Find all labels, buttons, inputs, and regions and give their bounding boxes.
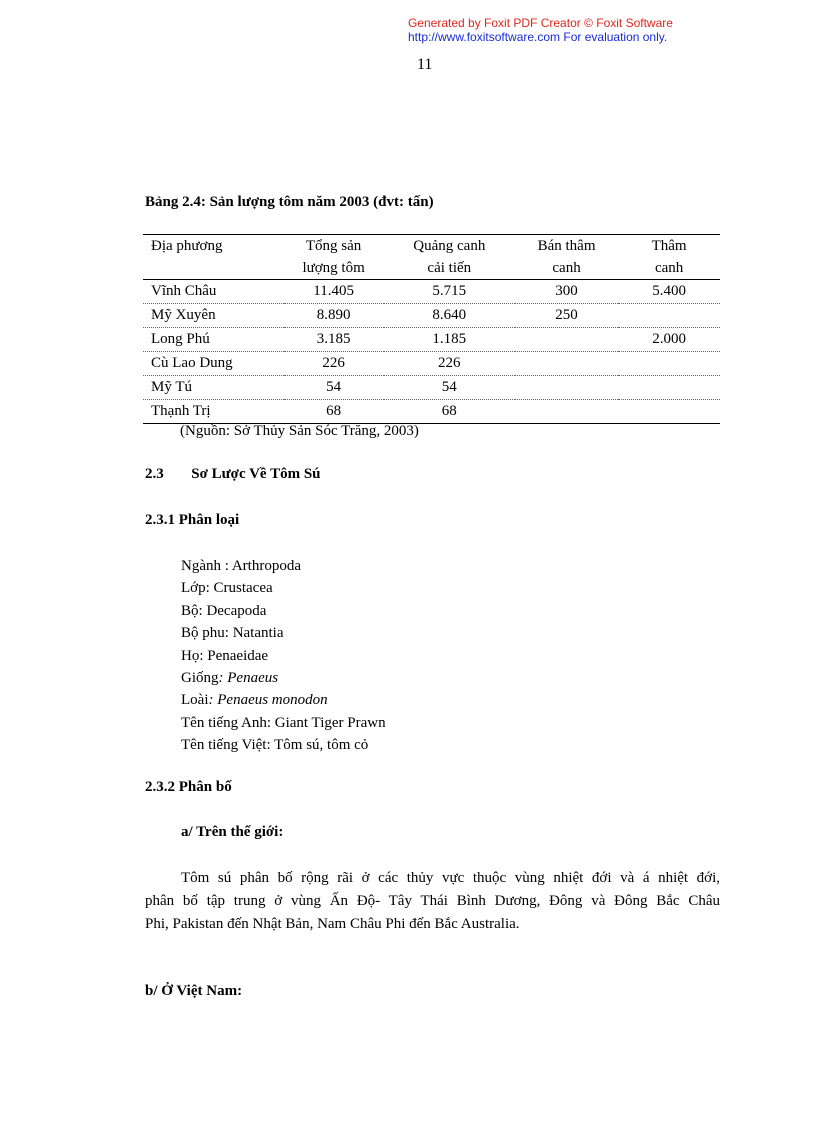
section-heading-2-3-1: 2.3.1 Phân loại [145, 512, 240, 528]
column-header: Thâm [618, 235, 720, 258]
table-cell [515, 352, 618, 376]
table-row [143, 304, 720, 328]
table-header-row [143, 257, 720, 280]
column-header: Bán thâm [515, 235, 618, 258]
paragraph-line: Phi, Pakistan đến Nhật Bản, Nam Châu Phi đến Bắc Australia. [145, 916, 520, 932]
table-row [143, 400, 720, 424]
paragraph-line: phân bố tập trung ở vùng Ấn Độ- Tây Thái Bình Dương, Đông và Đông Bắc Châu [145, 893, 720, 909]
list-item: Họ: Penaeidae [181, 647, 269, 664]
table-row [143, 328, 720, 352]
watermark-line2: http://www.foxitsoftware.com For evaluation only. [408, 30, 668, 44]
list-item: Loài: Penaeus monodon [181, 692, 328, 709]
table-cell: Long Phú [143, 328, 284, 352]
table-source: (Nguồn: Sở Thủy Sản Sóc Trăng, 2003) [180, 423, 419, 439]
column-header: Tổng sản [284, 235, 384, 258]
table-cell: 54 [284, 376, 384, 400]
table-cell: Cù Lao Dung [143, 352, 284, 376]
table-cell: 250 [515, 304, 618, 328]
table-row [143, 280, 720, 304]
section-number: 2.3 [145, 466, 164, 482]
table-cell [515, 400, 618, 424]
list-item: Giống: Penaeus [181, 669, 279, 686]
subheading-world: a/ Trên thế giới: [181, 824, 284, 840]
table-cell: 68 [284, 400, 384, 424]
page-number: 11 [417, 56, 433, 73]
table-cell: 1.185 [384, 328, 515, 352]
table-cell [618, 400, 720, 424]
table-cell: 2.000 [618, 328, 720, 352]
taxonomy-list [181, 555, 386, 757]
watermark-line1: Generated by Foxit PDF Creator © Foxit Software [408, 16, 673, 30]
table-cell: 8.640 [384, 304, 515, 328]
paragraph-world-distribution [145, 867, 720, 936]
table-cell [618, 304, 720, 328]
table-cell [618, 376, 720, 400]
column-header: lượng tôm [284, 257, 384, 280]
column-header: Địa phương [143, 235, 284, 258]
section-heading-2-3 [145, 466, 321, 483]
section-title: Sơ Lược Về Tôm Sú [191, 466, 321, 482]
table-cell [515, 376, 618, 400]
column-header: canh [618, 257, 720, 280]
list-item: Ngành : Arthropoda [181, 558, 301, 574]
subheading-vietnam: b/ Ở Việt Nam: [145, 983, 243, 999]
table-cell: 5.715 [384, 280, 515, 304]
table-cell: 8.890 [284, 304, 384, 328]
list-item: Bộ: Decapoda [181, 602, 267, 619]
section-heading-2-3-2: 2.3.2 Phân bố [145, 779, 232, 795]
column-header: Quảng canh [384, 235, 515, 258]
watermark [408, 16, 673, 44]
table-cell [515, 328, 618, 352]
table-cell: 3.185 [284, 328, 384, 352]
shrimp-production-table [143, 234, 720, 424]
table-cell: Mỹ Tú [143, 376, 284, 400]
table-cell: 54 [384, 376, 515, 400]
table-cell: 11.405 [284, 280, 384, 304]
table-cell: Mỹ Xuyên [143, 304, 284, 328]
table-header-row [143, 235, 720, 258]
table-cell: 68 [384, 400, 515, 424]
table-row [143, 352, 720, 376]
table-cell: 226 [284, 352, 384, 376]
column-header [143, 257, 284, 280]
table-cell: Vĩnh Châu [143, 280, 284, 304]
column-header: cải tiến [384, 257, 515, 280]
list-item: Bộ phu: Natantia [181, 625, 284, 642]
table-cell: 226 [384, 352, 515, 376]
paragraph-line: Tôm sú phân bố rộng rãi ở các thủy vực thuộc vùng nhiệt đới và á nhiệt đới, [181, 870, 720, 886]
table-caption: Bảng 2.4: Sản lượng tôm năm 2003 (đvt: tấn) [145, 194, 434, 210]
list-item: Tên tiếng Việt: Tôm sú, tôm cỏ [181, 737, 369, 754]
table-cell: 300 [515, 280, 618, 304]
table-cell: 5.400 [618, 280, 720, 304]
table-cell: Thạnh Trị [143, 400, 284, 424]
column-header: canh [515, 257, 618, 280]
table-cell [618, 352, 720, 376]
table-row [143, 376, 720, 400]
list-item: Tên tiếng Anh: Giant Tiger Prawn [181, 714, 386, 731]
list-item: Lớp: Crustacea [181, 580, 273, 597]
